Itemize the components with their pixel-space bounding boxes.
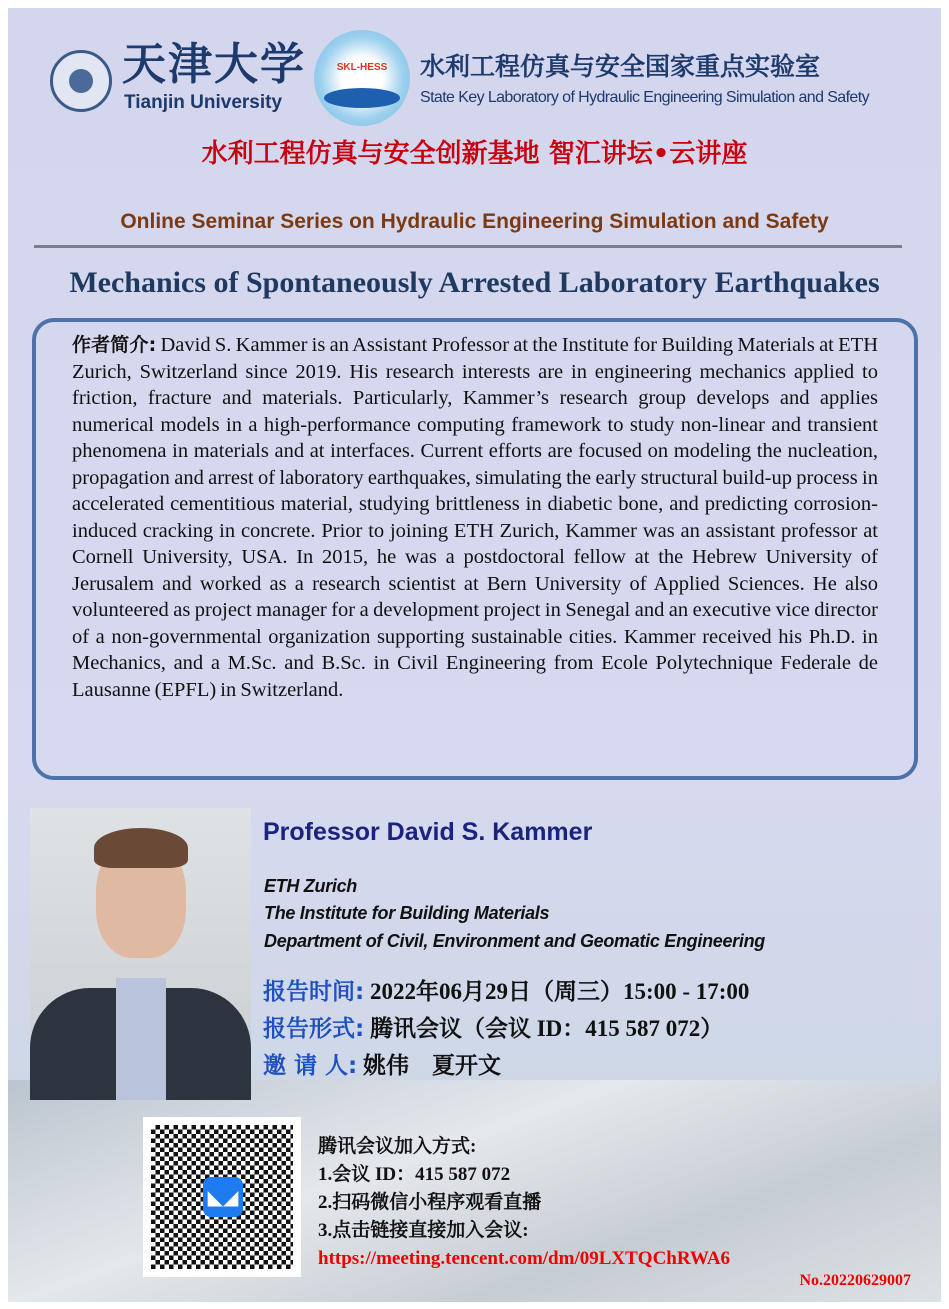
bio-box	[32, 318, 918, 780]
seminar-number: No.20220629007	[799, 1272, 911, 1289]
divider	[34, 245, 902, 248]
meeting-qr-code[interactable]	[143, 1117, 301, 1277]
lab-name-en: State Key Laboratory of Hydraulic Engineering Simulation and Safety	[420, 89, 869, 106]
forum-title: 水利工程仿真与安全创新基地 智汇讲坛•云讲座	[201, 139, 748, 169]
join-step: 3.点击链接直接加入会议:	[318, 1220, 529, 1241]
speaker-name: Professor David S. Kammer	[263, 818, 593, 846]
tianjin-university-seal-icon	[50, 50, 112, 112]
detail-format: 报告形式: 腾讯会议（会议 ID：415 587 072）	[263, 1016, 724, 1042]
lab-logo-text: SKL-HESS	[336, 62, 388, 73]
join-step: 1.会议 ID：415 587 072	[318, 1164, 511, 1185]
detail-time: 报告时间: 2022年06月29日（周三）15:00 - 17:00	[263, 979, 750, 1005]
talk-title: Mechanics of Spontaneously Arrested Laboratory Earthquakes	[69, 266, 880, 299]
bio-text: 作者简介: David S. Kammer is an Assistant Professor at the Institute for Building Materials at ETH Zurich, Switzerland since 2019. His research interests are in engineering mechanics applied to friction, fracture and materials. Particularly, Kammer’s research group develops and applies numerical models in a high-performance computing framework to study non-linear and transient phenomena in materials and at interfaces. Current efforts are focused on modeling the nucleation, propagation and arrest of laboratory earthquakes, simulating the early structural build-up process in accelerated cementitious material, studying brittleness in diabetic bone, and predicting corrosion-induced cracking in concrete. Prior to joining ETH Zurich, Kammer was an assistant professor at Cornell University, USA. In 2015, he was a postdoctoral fellow at the Hebrew University of Jerusalem and worked as a research scientist at Bern University of Applied Sciences. He also volunteered as project manager for a development project in Senegal and an executive vice director of a non-governmental organization supporting sustainable cities. Kammer received his Ph.D. in Mechanics, and a M.Sc. and B.Sc. in Civil Engineering from Ecole Polytechnique Federale de Lausanne (EPFL) in Switzerland.	[72, 334, 878, 701]
speaker-affiliation: ETH Zurich	[264, 876, 358, 896]
speaker-photo	[30, 808, 251, 1100]
speaker-affiliation: The Institute for Building Materials	[264, 903, 550, 923]
tencent-meeting-logo-icon: ◣◢	[203, 1177, 243, 1217]
lab-name-cn: 水利工程仿真与安全国家重点实验室	[420, 52, 821, 81]
detail-host: 邀 请 人: 姚伟 夏开文	[263, 1053, 501, 1079]
meeting-link[interactable]: https://meeting.tencent.com/dm/09LXTQChRWA6	[318, 1248, 731, 1269]
lab-logo	[314, 30, 410, 126]
series-title: Online Seminar Series on Hydraulic Engineering Simulation and Safety	[120, 210, 829, 233]
join-heading: 腾讯会议加入方式:	[318, 1136, 477, 1157]
speaker-affiliation: Department of Civil, Environment and Geomatic Engineering	[264, 931, 765, 951]
university-name-en: Tianjin University	[124, 92, 283, 113]
join-step: 2.扫码微信小程序观看直播	[318, 1192, 542, 1213]
bio-label: 作者简介:	[72, 334, 157, 356]
university-name-cn: 天津大学	[122, 39, 306, 90]
